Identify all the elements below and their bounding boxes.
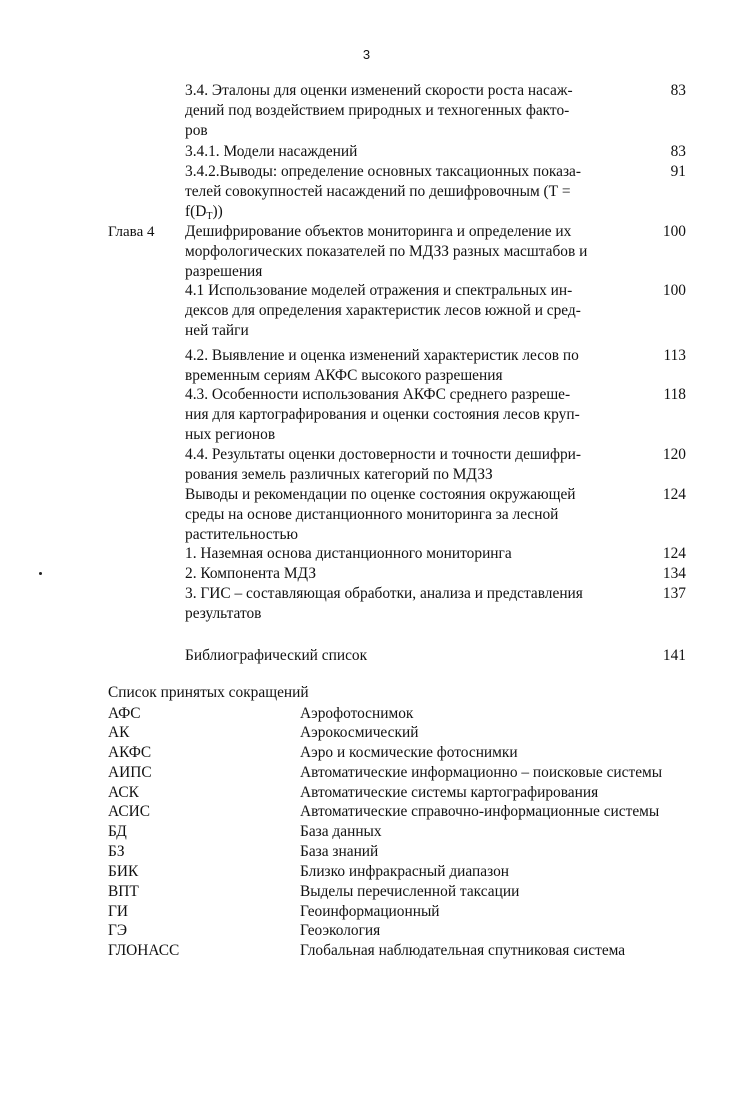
toc-chapter-label: Глава 4 [108, 224, 155, 240]
abbreviation-row [0, 783, 733, 803]
abbreviation-row [0, 704, 733, 724]
toc-page: 113 [663, 347, 686, 364]
toc-page: 124 [662, 486, 686, 503]
toc-line: ных регионов [185, 426, 276, 443]
abbreviation: АКФС [108, 744, 152, 761]
toc-page: 120 [662, 446, 686, 463]
toc-line: ней тайги [185, 322, 249, 339]
toc-title [185, 584, 631, 624]
abbreviations-heading: Список принятых сокращений [108, 684, 309, 701]
abbreviation: ГЭ [108, 922, 128, 939]
toc-line: растительностью [185, 526, 298, 543]
abbreviation-meaning: Глобальная наблюдательная спутниковая система [300, 942, 626, 959]
toc-page: 141 [662, 647, 686, 664]
toc-line: Дешифрирование объектов мониторинга и определение их [185, 223, 572, 240]
abbreviation: БЗ [108, 843, 125, 860]
toc-line: временным сериям АКФС высокого разрешения [185, 367, 503, 384]
toc-line: 3.4.2.Выводы: определение основных таксационных показа- [185, 163, 582, 180]
abbreviation-meaning: Аэрофотоснимок [300, 705, 414, 722]
abbreviation-meaning: Аэрокосмический [300, 724, 419, 741]
toc-page: 100 [662, 223, 686, 240]
toc-line: 4.1 Использование моделей отражения и спектральных ин- [185, 282, 573, 299]
abbreviation-meaning: Геоинформационный [300, 903, 440, 920]
abbreviation: БИК [108, 863, 139, 880]
page-number: 3 [362, 47, 371, 62]
abbreviation-meaning: База знаний [300, 843, 379, 860]
abbreviation-row [0, 802, 733, 822]
formula-subscript: T [206, 211, 213, 222]
toc-page: 124 [662, 545, 686, 562]
toc-line: телей совокупностей насаждений по дешифровочным (Т = [185, 183, 571, 200]
toc-title: 3.4.1. Модели насаждений [185, 143, 358, 160]
toc-title: 1. Наземная основа дистанционного мониторинга [185, 545, 512, 562]
toc-page: 137 [662, 585, 686, 602]
abbreviation-row [0, 902, 733, 922]
toc-page: 134 [662, 565, 686, 582]
abbreviation-meaning: Автоматические системы картографирования [300, 784, 599, 801]
toc-title: 2. Компонента МДЗ [185, 565, 317, 582]
toc-title [185, 281, 631, 341]
toc-page: 83 [670, 82, 686, 99]
abbreviation: АФС [108, 705, 141, 722]
abbreviation-row [0, 723, 733, 743]
abbreviation: БД [108, 823, 127, 840]
abbreviation-row [0, 921, 733, 941]
toc-line: дений под воздействием природных и техногенных факто- [185, 102, 570, 119]
toc-line: 4.3. Особенности использования АКФС среднего разреше- [185, 386, 571, 403]
toc-line: ния для картографирования и оценки состояния лесов круп- [185, 406, 580, 423]
abbreviation-meaning: Близко инфракрасный диапазон [300, 863, 510, 880]
abbreviation-row [0, 862, 733, 882]
abbreviation: АК [108, 724, 130, 741]
toc-line: 3. ГИС – составляющая обработки, анализа и представления [185, 585, 583, 602]
abbreviation-row [0, 842, 733, 862]
toc-title [185, 346, 631, 386]
toc-line: рования земель различных категорий по МДЗЗ [185, 466, 493, 483]
abbreviation-meaning: Выделы перечисленной таксации [300, 883, 520, 900]
toc-page: 100 [662, 282, 686, 299]
abbreviation-meaning: База данных [300, 823, 382, 840]
toc-page: 118 [663, 386, 686, 403]
abbreviation-row [0, 882, 733, 902]
abbreviation-meaning: Автоматические справочно-информационные системы [300, 803, 660, 820]
toc-line: 4.4. Результаты оценки достоверности и точности дешифри- [185, 446, 582, 463]
toc-line: результатов [185, 605, 262, 622]
toc-line: 3.4. Эталоны для оценки изменений скорости роста насаж- [185, 82, 573, 99]
abbreviation-meaning: Геоэкология [300, 922, 381, 939]
formula-text: )) [212, 203, 223, 220]
abbreviation-meaning: Аэро и космические фотоснимки [300, 744, 518, 761]
abbreviation: ГИ [108, 903, 129, 920]
abbreviation: АСК [108, 784, 139, 801]
toc-title [185, 222, 631, 282]
abbreviation-row [0, 743, 733, 763]
toc-title: Библиографический список [185, 647, 368, 664]
toc-line: среды на основе дистанционного мониторинга за лесной [185, 506, 559, 523]
toc-line: разрешения [185, 263, 263, 280]
toc-line: ров [185, 122, 208, 139]
toc-line: 4.2. Выявление и оценка изменений характеристик лесов по [185, 347, 579, 364]
toc-line: морфологических показателей по МДЗЗ разных масштабов и [185, 243, 588, 260]
abbreviation-row [0, 763, 733, 783]
abbreviation: АИПС [108, 764, 152, 781]
toc-title [185, 162, 631, 227]
abbreviation: ВПТ [108, 883, 139, 900]
toc-page: 83 [670, 143, 686, 160]
toc-line: дексов для определения характеристик лесов южной и сред- [185, 302, 581, 319]
abbreviation: ГЛОНАСС [108, 942, 180, 959]
toc-line: Выводы и рекомендации по оценке состояния окружающей [185, 486, 576, 503]
toc-title [185, 445, 631, 485]
abbreviation-row [0, 822, 733, 842]
toc-title [185, 385, 631, 445]
abbreviation-meaning: Автоматические информационно – поисковые системы [300, 764, 663, 781]
abbreviation-row [0, 941, 733, 961]
toc-page: 91 [670, 163, 686, 180]
formula-text: f(D [185, 203, 207, 220]
scan-dot-mark [39, 572, 42, 575]
toc-title [185, 485, 631, 545]
toc-title [185, 81, 631, 141]
abbreviation: АСИС [108, 803, 150, 820]
